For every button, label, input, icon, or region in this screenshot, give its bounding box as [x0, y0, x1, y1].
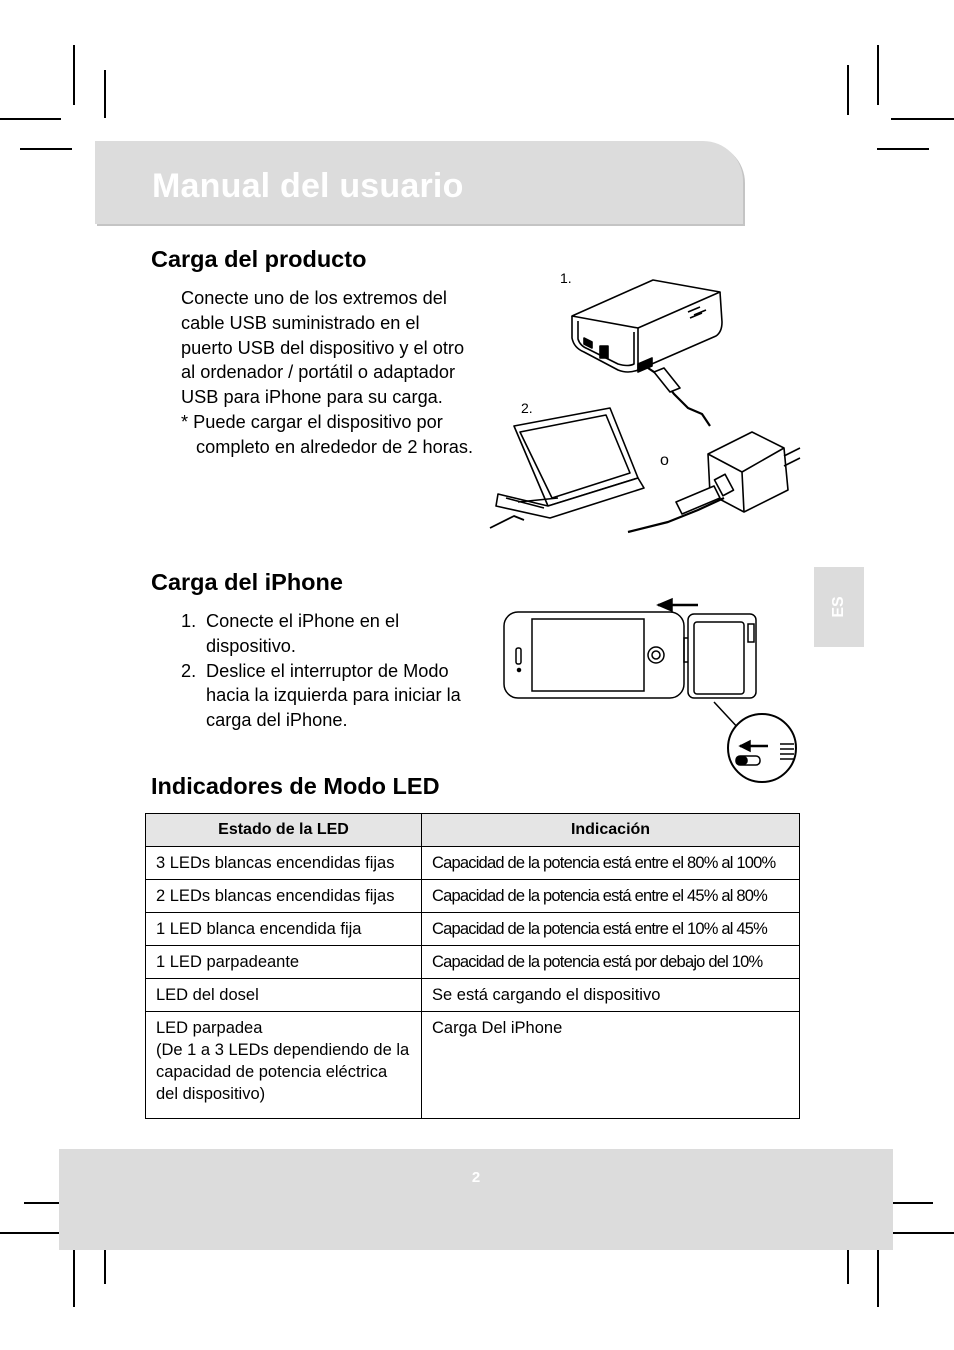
column-header: Estado de la LED: [146, 814, 422, 847]
step-text: Deslice el interruptor de Modo hacia la izquierda para iniciar la carga del iPhone.: [206, 660, 461, 731]
figure-or-label: o: [660, 452, 669, 469]
table-cell: 2 LEDs blancas encendidas fijas: [146, 880, 422, 913]
list-item: [181, 659, 491, 733]
table-cell: Se está cargando el dispositivo: [422, 979, 800, 1012]
table-row: [146, 913, 800, 946]
table-cell: Capacidad de la potencia está entre el 10% al 45%: [422, 913, 800, 946]
table-cell: Carga Del iPhone: [422, 1012, 800, 1119]
crop-mark: [0, 118, 61, 120]
table-row: [146, 880, 800, 913]
section-title-charging-product: Carga del producto: [151, 246, 367, 272]
table-cell: Capacidad de la potencia está entre el 80% al 100%: [422, 847, 800, 880]
crop-mark: [73, 1245, 75, 1307]
table-cell: [146, 1012, 422, 1119]
iphone-power-bank-drawing: [500, 590, 800, 790]
table-row: [146, 847, 800, 880]
crop-mark: [893, 1232, 954, 1234]
figure-step-2-label: 2.: [521, 400, 533, 416]
figure-step-1-label: 1.: [560, 270, 572, 286]
section-title-charging-iphone: Carga del iPhone: [151, 569, 343, 595]
table-row: [146, 946, 800, 979]
language-tab-label: ES: [830, 596, 847, 618]
crop-mark: [0, 1232, 61, 1234]
crop-mark: [20, 148, 72, 150]
page-title: Manual del usuario: [152, 167, 464, 205]
iphone-steps-list: [181, 609, 491, 733]
header-band: [95, 141, 743, 224]
step-text: Conecte el iPhone en el dispositivo.: [206, 611, 400, 656]
table-cell-subtext: (De 1 a 3 LEDs dependiendo de la capacidad de potencia eléctrica del dispositivo): [156, 1041, 410, 1103]
charging-illustration: [488, 266, 813, 536]
crop-mark: [877, 1245, 879, 1307]
table-header-row: [146, 814, 800, 847]
crop-mark: [891, 118, 954, 120]
crop-mark: [73, 45, 75, 105]
table-cell-text: LED parpadea: [156, 1019, 263, 1037]
crop-mark: [104, 70, 106, 118]
column-header: Indicación: [422, 814, 800, 847]
footer-band: [59, 1149, 893, 1250]
step-number: 2.: [181, 660, 197, 681]
list-item: [181, 609, 491, 659]
step-number: 1.: [181, 611, 197, 631]
power-bank-laptop-adapter-drawing: [488, 266, 813, 536]
charging-product-paragraph: [181, 286, 476, 460]
iphone-illustration: [500, 590, 800, 790]
table-cell: LED del dosel: [146, 979, 422, 1012]
crop-mark: [877, 45, 879, 105]
charging-time-note: * Puede cargar el dispositivo por completo en alrededor de 2 horas.: [181, 411, 474, 457]
table-cell: 1 LED blanca encendida fija: [146, 913, 422, 946]
table-cell: 1 LED parpadeante: [146, 946, 422, 979]
table-row: [146, 1012, 800, 1119]
crop-mark: [877, 148, 929, 150]
table-cell: Capacidad de la potencia está entre el 45% al 80%: [422, 880, 800, 913]
page-number: 2: [471, 1169, 481, 1186]
led-indicator-table: [145, 813, 800, 1119]
crop-mark: [847, 65, 849, 115]
language-tab: [814, 567, 864, 647]
table-row: [146, 979, 800, 1012]
section-title-led-indicators: Indicadores de Modo LED: [151, 773, 440, 799]
table-cell: Capacidad de la potencia está por debajo del 10%: [422, 946, 800, 979]
charging-product-text: Conecte uno de los extremos del cable USB suministrado en el puerto USB del dispositivo y el otro al ordenador / portátil o adaptador USB para iPhone para su carga.: [181, 288, 465, 408]
table-cell: 3 LEDs blancas encendidas fijas: [146, 847, 422, 880]
